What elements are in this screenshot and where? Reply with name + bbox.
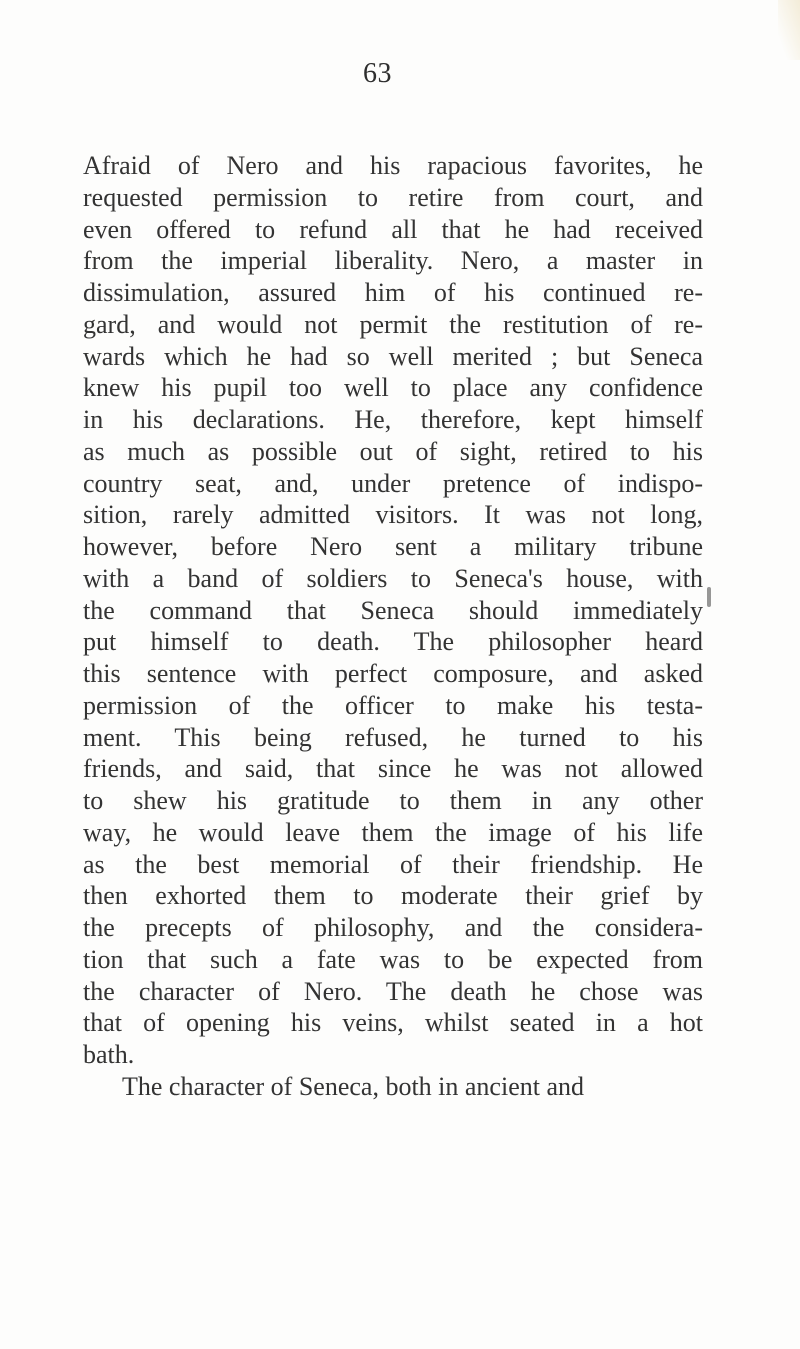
- text-line: with a band of soldiers to Seneca's house, with: [83, 563, 703, 593]
- text-line: even offered to refund all that he had received: [83, 214, 703, 244]
- text-line: in his declarations. He, therefore, kept himself: [83, 405, 703, 434]
- text-line: requested permission to retire from court, and: [83, 182, 703, 212]
- text-line: from the imperial liberality. Nero, a master in: [83, 246, 703, 276]
- text-line: knew his pupil too well to place any confidence: [83, 373, 703, 403]
- paragraph-start-line: The character of Seneca, both in ancient and: [122, 1071, 584, 1101]
- text-line: wards which he had so well merited ; but Seneca: [83, 341, 703, 371]
- text-line: the character of Nero. The death he chose was: [83, 976, 703, 1006]
- text-line: to shew his gratitude to them in any other: [83, 786, 703, 815]
- text-line: way, he would leave them the image of his life: [83, 817, 703, 847]
- text-line: permission of the officer to make his testa-: [83, 690, 703, 720]
- text-line: country seat, and, under pretence of indispo-: [83, 468, 703, 498]
- text-line: tion that such a fate was to be expected from: [83, 944, 703, 974]
- text-line: as much as possible out of sight, retired to his: [83, 436, 703, 466]
- text-line: the command that Seneca should immediately: [83, 595, 703, 625]
- text-line: put himself to death. The philosopher heard: [83, 627, 703, 657]
- text-line: then exhorted them to moderate their grief by: [83, 881, 703, 911]
- text-line: however, before Nero sent a military tribune: [83, 532, 703, 561]
- text-line: that of opening his veins, whilst seated in a hot: [83, 1008, 703, 1038]
- text-line: ment. This being refused, he turned to his: [83, 722, 703, 752]
- page-number: 63: [363, 58, 392, 89]
- margin-speck: [707, 587, 711, 607]
- text-line: sition, rarely admitted visitors. It was not long,: [83, 500, 703, 530]
- body-text: [83, 150, 703, 1103]
- text-line: the precepts of philosophy, and the considera-: [83, 913, 703, 942]
- page-edge-stain: [778, 0, 800, 60]
- text-line: Afraid of Nero and his rapacious favorites, he: [83, 151, 703, 180]
- text-line: friends, and said, that since he was not allowed: [83, 754, 703, 784]
- text-line: dissimulation, assured him of his continued re-: [83, 278, 703, 307]
- text-line: gard, and would not permit the restitution of re-: [83, 309, 703, 339]
- text-line: as the best memorial of their friendship. He: [83, 849, 703, 879]
- paragraph-end-line: bath.: [83, 1040, 135, 1069]
- text-line: this sentence with perfect composure, and asked: [83, 659, 703, 688]
